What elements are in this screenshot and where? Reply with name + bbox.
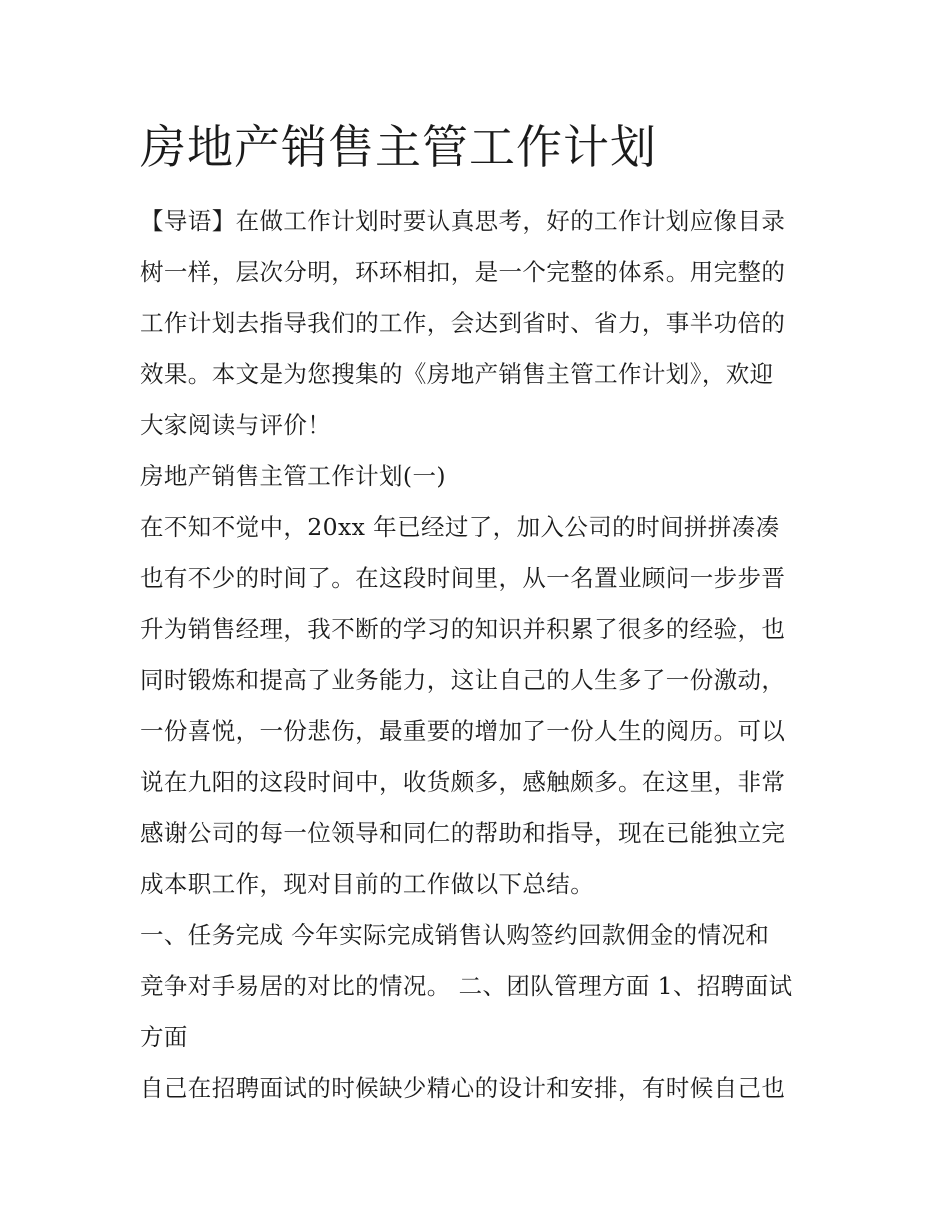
paragraph-line: 感谢公司的每一位领导和同仁的帮助和指导，现在已能独立完 (140, 819, 786, 847)
section-heading: 房地产销售主管工作计划(一) (140, 462, 446, 490)
intro-line: 大家阅读与评价！ (140, 411, 332, 439)
paragraph-line: 一份喜悦，一份悲伤，最重要的增加了一份人生的阅历。可以 (140, 717, 786, 745)
paragraph-line: 成本职工作，现对目前的工作做以下总结。 (140, 870, 595, 898)
document-body (140, 196, 830, 1114)
paragraph-line: 升为销售经理，我不断的学习的知识并积累了很多的经验，也 (140, 615, 786, 643)
paragraph-line: 说在九阳的这段时间中，收货颇多，感触颇多。在这里，非常 (140, 768, 786, 796)
paragraph-line: 一、任务完成 今年实际完成销售认购签约回款佣金的情况和 (140, 921, 770, 949)
paragraph-line: 在不知不觉中，20xx 年已经过了，加入公司的时间拼拼凑凑 (140, 513, 780, 541)
paragraph-line: 也有不少的时间了。在这段时间里，从一名置业顾问一步步晋 (140, 564, 786, 592)
intro-line: 工作计划去指导我们的工作，会达到省时、省力，事半功倍的 (140, 309, 786, 337)
intro-line: 【导语】在做工作计划时要认真思考，好的工作计划应像目录 (140, 207, 786, 235)
paragraph-line: 方面 (140, 1023, 188, 1051)
paragraph-line: 自己在招聘面试的时候缺少精心的设计和安排，有时候自己也 (140, 1074, 786, 1102)
paragraph-line: 竞争对手易居的对比的情况。 二、团队管理方面 1、招聘面试 (140, 972, 793, 1000)
document-title: 房地产销售主管工作计划 (140, 120, 657, 174)
paragraph-line: 同时锻炼和提高了业务能力，这让自己的人生多了一份激动， (140, 666, 786, 694)
intro-line: 树一样，层次分明，环环相扣，是一个完整的体系。用完整的 (140, 258, 786, 286)
intro-line: 效果。本文是为您搜集的《房地产销售主管工作计划》，欢迎 (140, 360, 774, 388)
